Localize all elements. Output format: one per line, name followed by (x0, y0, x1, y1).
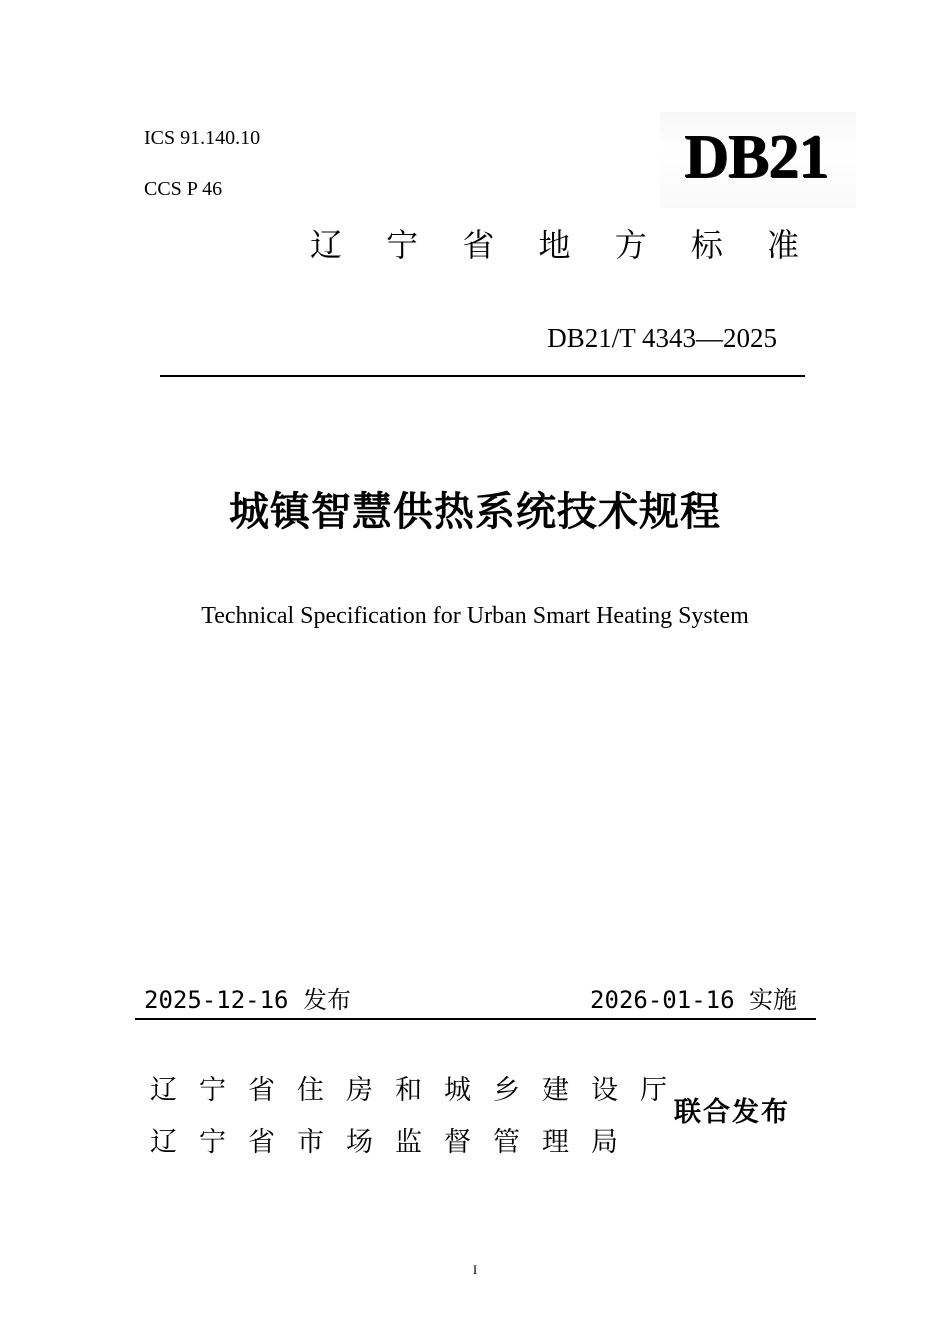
standard-number: DB21/T 4343—2025 (547, 323, 777, 353)
issuer-housing-department: 辽宁省住房和城乡建设厅 (150, 1075, 689, 1106)
top-divider (160, 375, 805, 377)
joint-issue-label: 联合发布 (674, 1097, 790, 1128)
bottom-divider (135, 1018, 816, 1020)
ccs-code: CCS P 46 (144, 178, 223, 200)
implement-date: 2026-01-16 实施 (590, 986, 797, 1014)
title-chinese: 城镇智慧供热系统技术规程 (229, 489, 721, 535)
ics-code: ICS 91.140.10 (144, 127, 261, 149)
standard-logo: DB21 (684, 123, 829, 191)
standard-type: 辽 宁 省 地 方 标 准 (310, 226, 817, 264)
publish-date: 2025-12-16 发布 (144, 986, 351, 1014)
issuer-market-regulation: 辽宁省市场监督管理局 (150, 1127, 640, 1158)
page-number: I (472, 1262, 478, 1277)
title-english: Technical Specification for Urban Smart Heating System (201, 603, 749, 629)
